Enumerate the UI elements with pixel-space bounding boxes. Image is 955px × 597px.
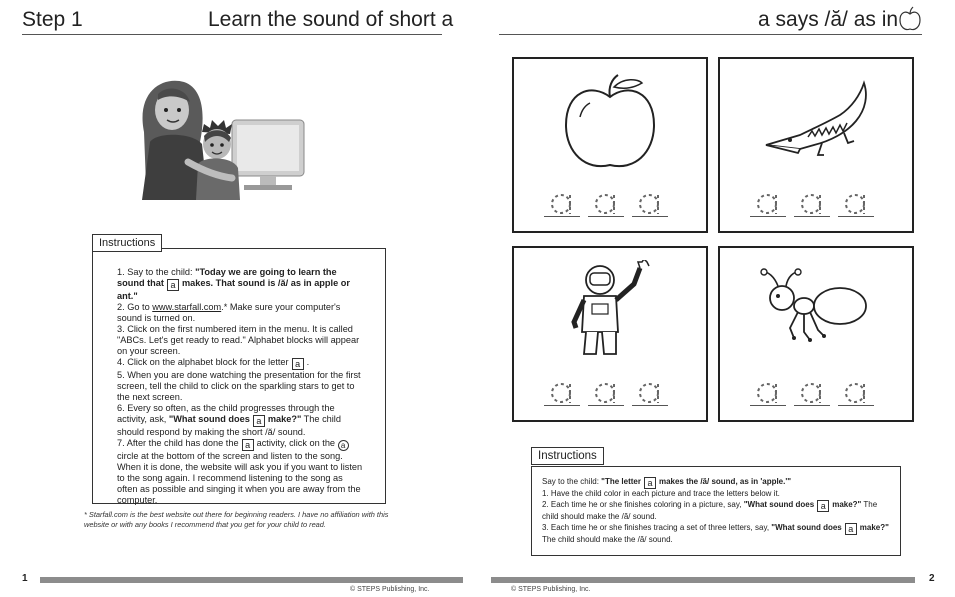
letter-box: a [644, 477, 656, 489]
trace-letter [544, 187, 580, 217]
instruction-5: 5. When you are done watching the presentation for the first screen, tell the child to click on the sparkling stars to get to the next screen. [117, 370, 361, 402]
page-number-right: 2 [929, 573, 935, 584]
footer-bar-left [40, 577, 463, 583]
copyright-left: © STEPS Publishing, Inc. [350, 586, 430, 593]
apple-picture [562, 73, 658, 173]
trace-letter [588, 376, 624, 406]
footnote: * Starfall.com is the best website out there for beginning readers. I have no affiliation with this website or with any books I recommend that you get for your child to read. [84, 510, 389, 529]
page-number-left: 1 [22, 573, 28, 584]
copyright-right: © STEPS Publishing, Inc. [511, 586, 591, 593]
letter-box: a [242, 439, 254, 451]
trace-letter [750, 187, 786, 217]
instructions-tab-right: Instructions [531, 447, 604, 465]
letter-box: a [292, 358, 304, 370]
alligator-picture [760, 79, 874, 163]
page-title-left: Learn the sound of short a [208, 8, 454, 31]
picture-card-astronaut [512, 246, 708, 422]
header-rule-right [499, 34, 922, 35]
picture-card-apple [512, 57, 708, 233]
trace-letter [838, 187, 874, 217]
trace-letter [544, 376, 580, 406]
instructions-box-right [531, 466, 901, 556]
instruction-3: 3. Click on the first numbered item in the menu. It is called "ABCs. Let's get ready to read." Alphabet blocks will appear on your screen. [117, 324, 360, 356]
instruction-r2: 2. Each time he or she finishes coloring in a picture, say, "What sound does a make?" The child should make the /ă/ sound. [542, 499, 878, 521]
instruction-r3: 3. Each time he or she finishes tracing a set of three letters, say, "What sound does a make?" The child should make the /ă/ sound. [542, 522, 889, 544]
woman-child-computer-illustration [132, 72, 310, 200]
trace-letter [632, 187, 668, 217]
trace-row [750, 187, 874, 217]
right-page [477, 0, 955, 597]
letter-box: a [817, 500, 829, 512]
apple-icon [899, 6, 921, 32]
footer-bar-right [491, 577, 915, 583]
letter-circle: a [338, 440, 349, 451]
letter-box: a [167, 279, 179, 291]
trace-letter [794, 376, 830, 406]
instruction-4: 4. Click on the alphabet block for the letter a . [117, 357, 310, 369]
starfall-link[interactable]: www.starfall.com [152, 302, 222, 312]
picture-card-ant [718, 246, 914, 422]
trace-row [544, 376, 668, 406]
instruction-2: 2. Go to www.starfall.com.* Make sure your computer's sound is turned on. [117, 302, 341, 323]
instruction-r1: 1. Have the child color in each picture and trace the letters below it. [542, 489, 780, 498]
picture-card-alligator [718, 57, 914, 233]
ant-picture [760, 266, 874, 362]
letter-box: a [253, 415, 265, 427]
instructions-tab-left: Instructions [92, 234, 162, 252]
trace-row [750, 376, 874, 406]
instruction-7: 7. After the child has done the a activity, click on the a circle at the bottom of the screen and listen to the song. When it is done, the website will ask you if you want to listen to the song again. I recommend listening to the song as often as possible and singing it when you are away from the computer. [117, 438, 363, 505]
trace-letter [838, 376, 874, 406]
astronaut-picture [570, 260, 654, 360]
letter-box: a [845, 523, 857, 535]
instruction-6: 6. Every so often, as the child progresses through the activity, ask, "What sound does a make?" The child should respond by making the short /ă/ sound. [117, 403, 341, 437]
trace-row [544, 187, 668, 217]
trace-letter [794, 187, 830, 217]
instructions-box-left [92, 248, 386, 504]
step-label: Step 1 [22, 8, 83, 31]
trace-letter [588, 187, 624, 217]
trace-letter [632, 376, 668, 406]
instruction-intro: Say to the child: "The letter a makes the /ă/ sound, as in 'apple.'" [542, 477, 792, 488]
left-page [0, 0, 477, 597]
page-title-right: a says /ă/ as in [758, 8, 899, 31]
trace-letter [750, 376, 786, 406]
instruction-1: 1. Say to the child: "Today we are going to learn the sound that a makes. That sound is /ă/ as in apple or ant." [117, 267, 350, 301]
header-rule [22, 34, 442, 35]
